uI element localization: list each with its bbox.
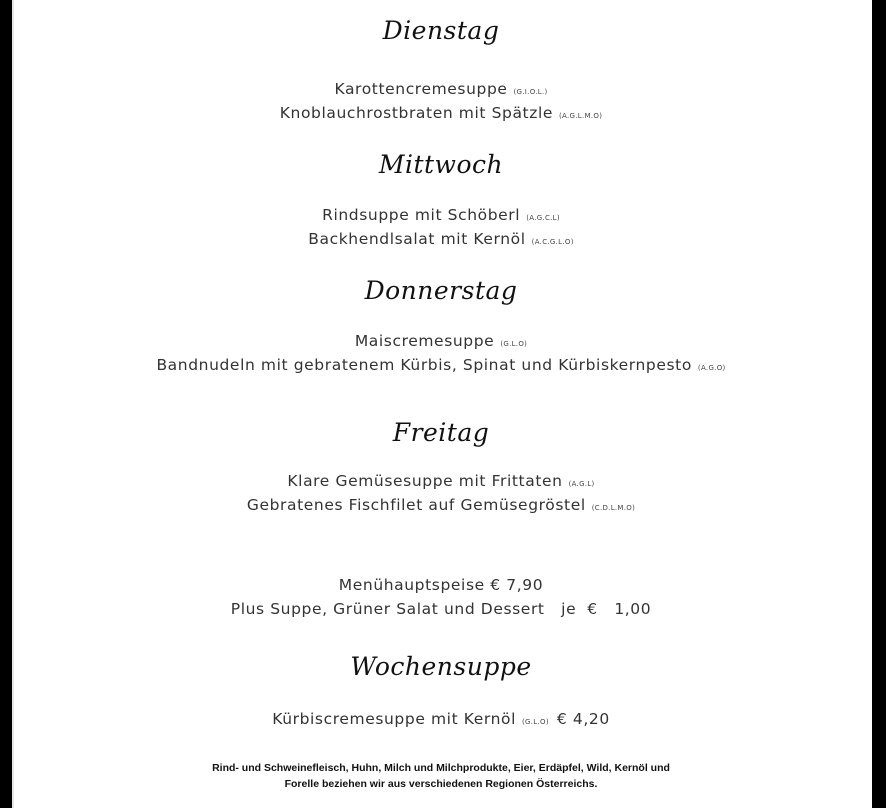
menu-page: [24, 0, 858, 808]
dish-name: Gebratenes Fischfilet auf Gemüsegröstel: [246, 496, 586, 514]
dish-name: Bandnudeln mit gebratenem Kürbis, Spinat und Kürbiskernpesto: [156, 356, 692, 374]
allergen-codes: (G.L.O): [522, 718, 549, 726]
dish-name: Maiscremesuppe: [354, 332, 495, 350]
day-heading-mittwoch: Mittwoch: [378, 150, 504, 179]
menu-item: [24, 496, 858, 514]
day-heading-freitag: Freitag: [392, 418, 490, 447]
dish-name: Backhendlsalat mit Kernöl: [308, 230, 526, 248]
menu-item: [24, 104, 858, 122]
allergen-codes: (A.C.G.L.O): [531, 238, 574, 246]
allergen-codes: (C.D.L.M.O): [591, 504, 636, 512]
dish-name: Karottencremesuppe: [334, 80, 508, 98]
dish-name: Kürbiscremesuppe mit Kernöl: [272, 710, 517, 728]
menu-price-line: Menühauptspeise € 7,90: [338, 576, 544, 594]
allergen-codes: (A.G.L): [568, 480, 595, 488]
menu-item: [24, 80, 858, 98]
weekly-soup-price: € 4,20: [556, 710, 610, 728]
extras-price-line: Plus Suppe, Grüner Salat und Dessert je € 1,00: [230, 600, 652, 618]
menu-item: [24, 230, 858, 248]
allergen-codes: (G.I.O.L.): [513, 88, 548, 96]
allergen-codes: (A.G.C.L): [526, 214, 560, 222]
day-heading-dienstag: Dienstag: [382, 16, 500, 45]
weekly-soup-item: [24, 710, 858, 728]
dish-name: Klare Gemüsesuppe mit Frittaten: [287, 472, 563, 490]
dish-name: Rindsuppe mit Schöberl: [322, 206, 521, 224]
day-heading-donnerstag: Donnerstag: [364, 276, 518, 305]
origin-note-line-2: Forelle beziehen wir aus verschiedenen Regionen Österreichs.: [284, 778, 598, 790]
allergen-codes: (G.L.O): [500, 340, 528, 348]
menu-item: [24, 206, 858, 224]
allergen-codes: (A.G.L.M.O): [559, 112, 603, 120]
menu-item: [24, 356, 858, 374]
origin-note-line-1: Rind- und Schweinefleisch, Huhn, Milch und Milchprodukte, Eier, Erdäpfel, Wild, Kernöl und: [212, 762, 670, 774]
dish-name: Knoblauchrostbraten mit Spätzle: [279, 104, 554, 122]
menu-item: [24, 332, 858, 350]
weekly-soup-heading: Wochensuppe: [350, 652, 532, 681]
allergen-codes: (A.G.O): [697, 364, 726, 372]
menu-item: [24, 472, 858, 490]
